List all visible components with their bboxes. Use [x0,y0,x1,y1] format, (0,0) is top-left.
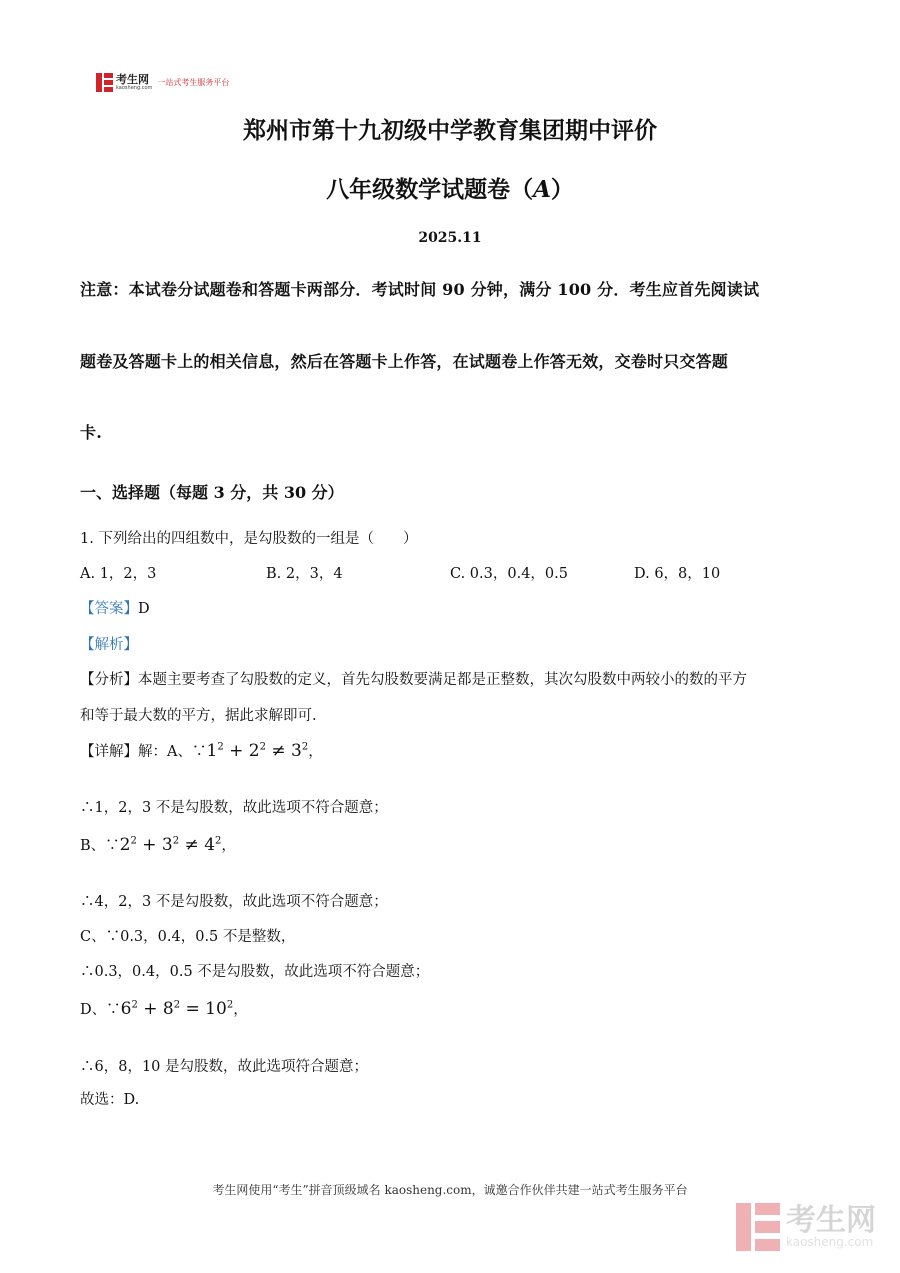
math-d: $6^2 + 8^2 = 10^2$ [120,999,234,1019]
b-prefix: B、∵ [80,838,120,854]
option-d: D. 6，8，10 [634,566,721,582]
conclusion-d: ∴6，8，10 是勾股数，故此选项符合题意； [80,1059,369,1075]
header-logo[interactable] [96,72,229,92]
analysis-tag: 【解析】 [80,637,138,653]
watermark-domain: kaosheng.com [786,1235,874,1249]
math-b: $2^2 + 3^2 \ne 4^2$ [119,835,222,855]
math-a: $1^2 + 2^2 \ne 3^2$ [206,741,309,761]
detail-c: C、∵0.3，0.4，0.5 不是整数， [80,929,296,945]
question-stem: 1. 下列给出的四组数中，是勾股数的一组是（ ） [80,531,418,547]
notice-line-2: 题卷及答题卡上的相关信息，然后在答题卡上作答，在试题卷上作答无效，交卷时只交答题 [80,352,729,371]
detail-b: B、$\because 2^2 + 3^2 \ne 4^2$， [80,835,236,855]
subtitle-suffix: ） [550,176,574,203]
subtitle-italic: A [533,176,551,203]
conclusion-a: ∴1，2，3 不是勾股数，故此选项不符合题意； [80,800,388,816]
kaosheng-logo-icon [96,73,113,92]
exam-title: 郑州市第十九初级中学教育集团期中评价 [243,117,657,144]
subtitle-prefix: 八年级数学试题卷（ [326,176,534,203]
exam-date: 2025.11 [418,230,482,246]
logo-slogan: 一站式考生服务平台 [157,77,230,87]
notice-line-3: 卡. [80,423,102,442]
watermark [736,1203,876,1251]
footer-text: 考生网使用“考生”拼音顶级域名 kaosheng.com，诚邀合作伙伴共建一站式考生服务平台 [212,1183,688,1197]
answer-line [80,597,150,618]
d-prefix: D、∵ [80,1002,121,1018]
exam-subtitle [0,171,900,204]
answer-tag: 【答案】 [80,601,138,617]
watermark-name: 考生网 [786,1203,876,1238]
option-a: A. 1，2，3 [80,566,157,582]
answer-value: D [138,601,150,617]
detail-prefix: 【详解】解：A、∵ [80,744,207,760]
section-title: 一、选择题（每题 3 分，共 30 分） [80,483,344,502]
logo-domain: kaosheng.com [116,84,153,91]
conclusion-b: ∴4，2，3 不是勾股数，故此选项不符合题意； [80,894,388,910]
detail-a: 【详解】解：A、$\because 1^2 + 2^2 \ne 3^2$， [80,741,323,761]
option-b: B. 2，3，4 [266,566,343,582]
watermark-logo-icon [736,1203,780,1251]
logo-name: 考生网 [116,72,149,86]
fenxi-line-2: 和等于最大数的平方，据此求解即可. [80,708,317,724]
detail-d: D、$\because 6^2 + 8^2 = 10^2$， [80,999,248,1019]
option-c: C. 0.3，0.4，0.5 [450,566,568,582]
fenxi-line-1: 【分析】本题主要考查了勾股数的定义，首先勾股数要满足都是正整数，其次勾股数中两较小的数的平方 [80,672,747,688]
final-choice: 故选：D. [80,1092,140,1108]
conclusion-c: ∴0.3，0.4，0.5 不是勾股数，故此选项不符合题意； [80,964,430,980]
notice-line-1: 注意：本试卷分试题卷和答题卡两部分．考试时间 90 分钟，满分 100 分．考生应首先阅读试 [80,280,760,299]
